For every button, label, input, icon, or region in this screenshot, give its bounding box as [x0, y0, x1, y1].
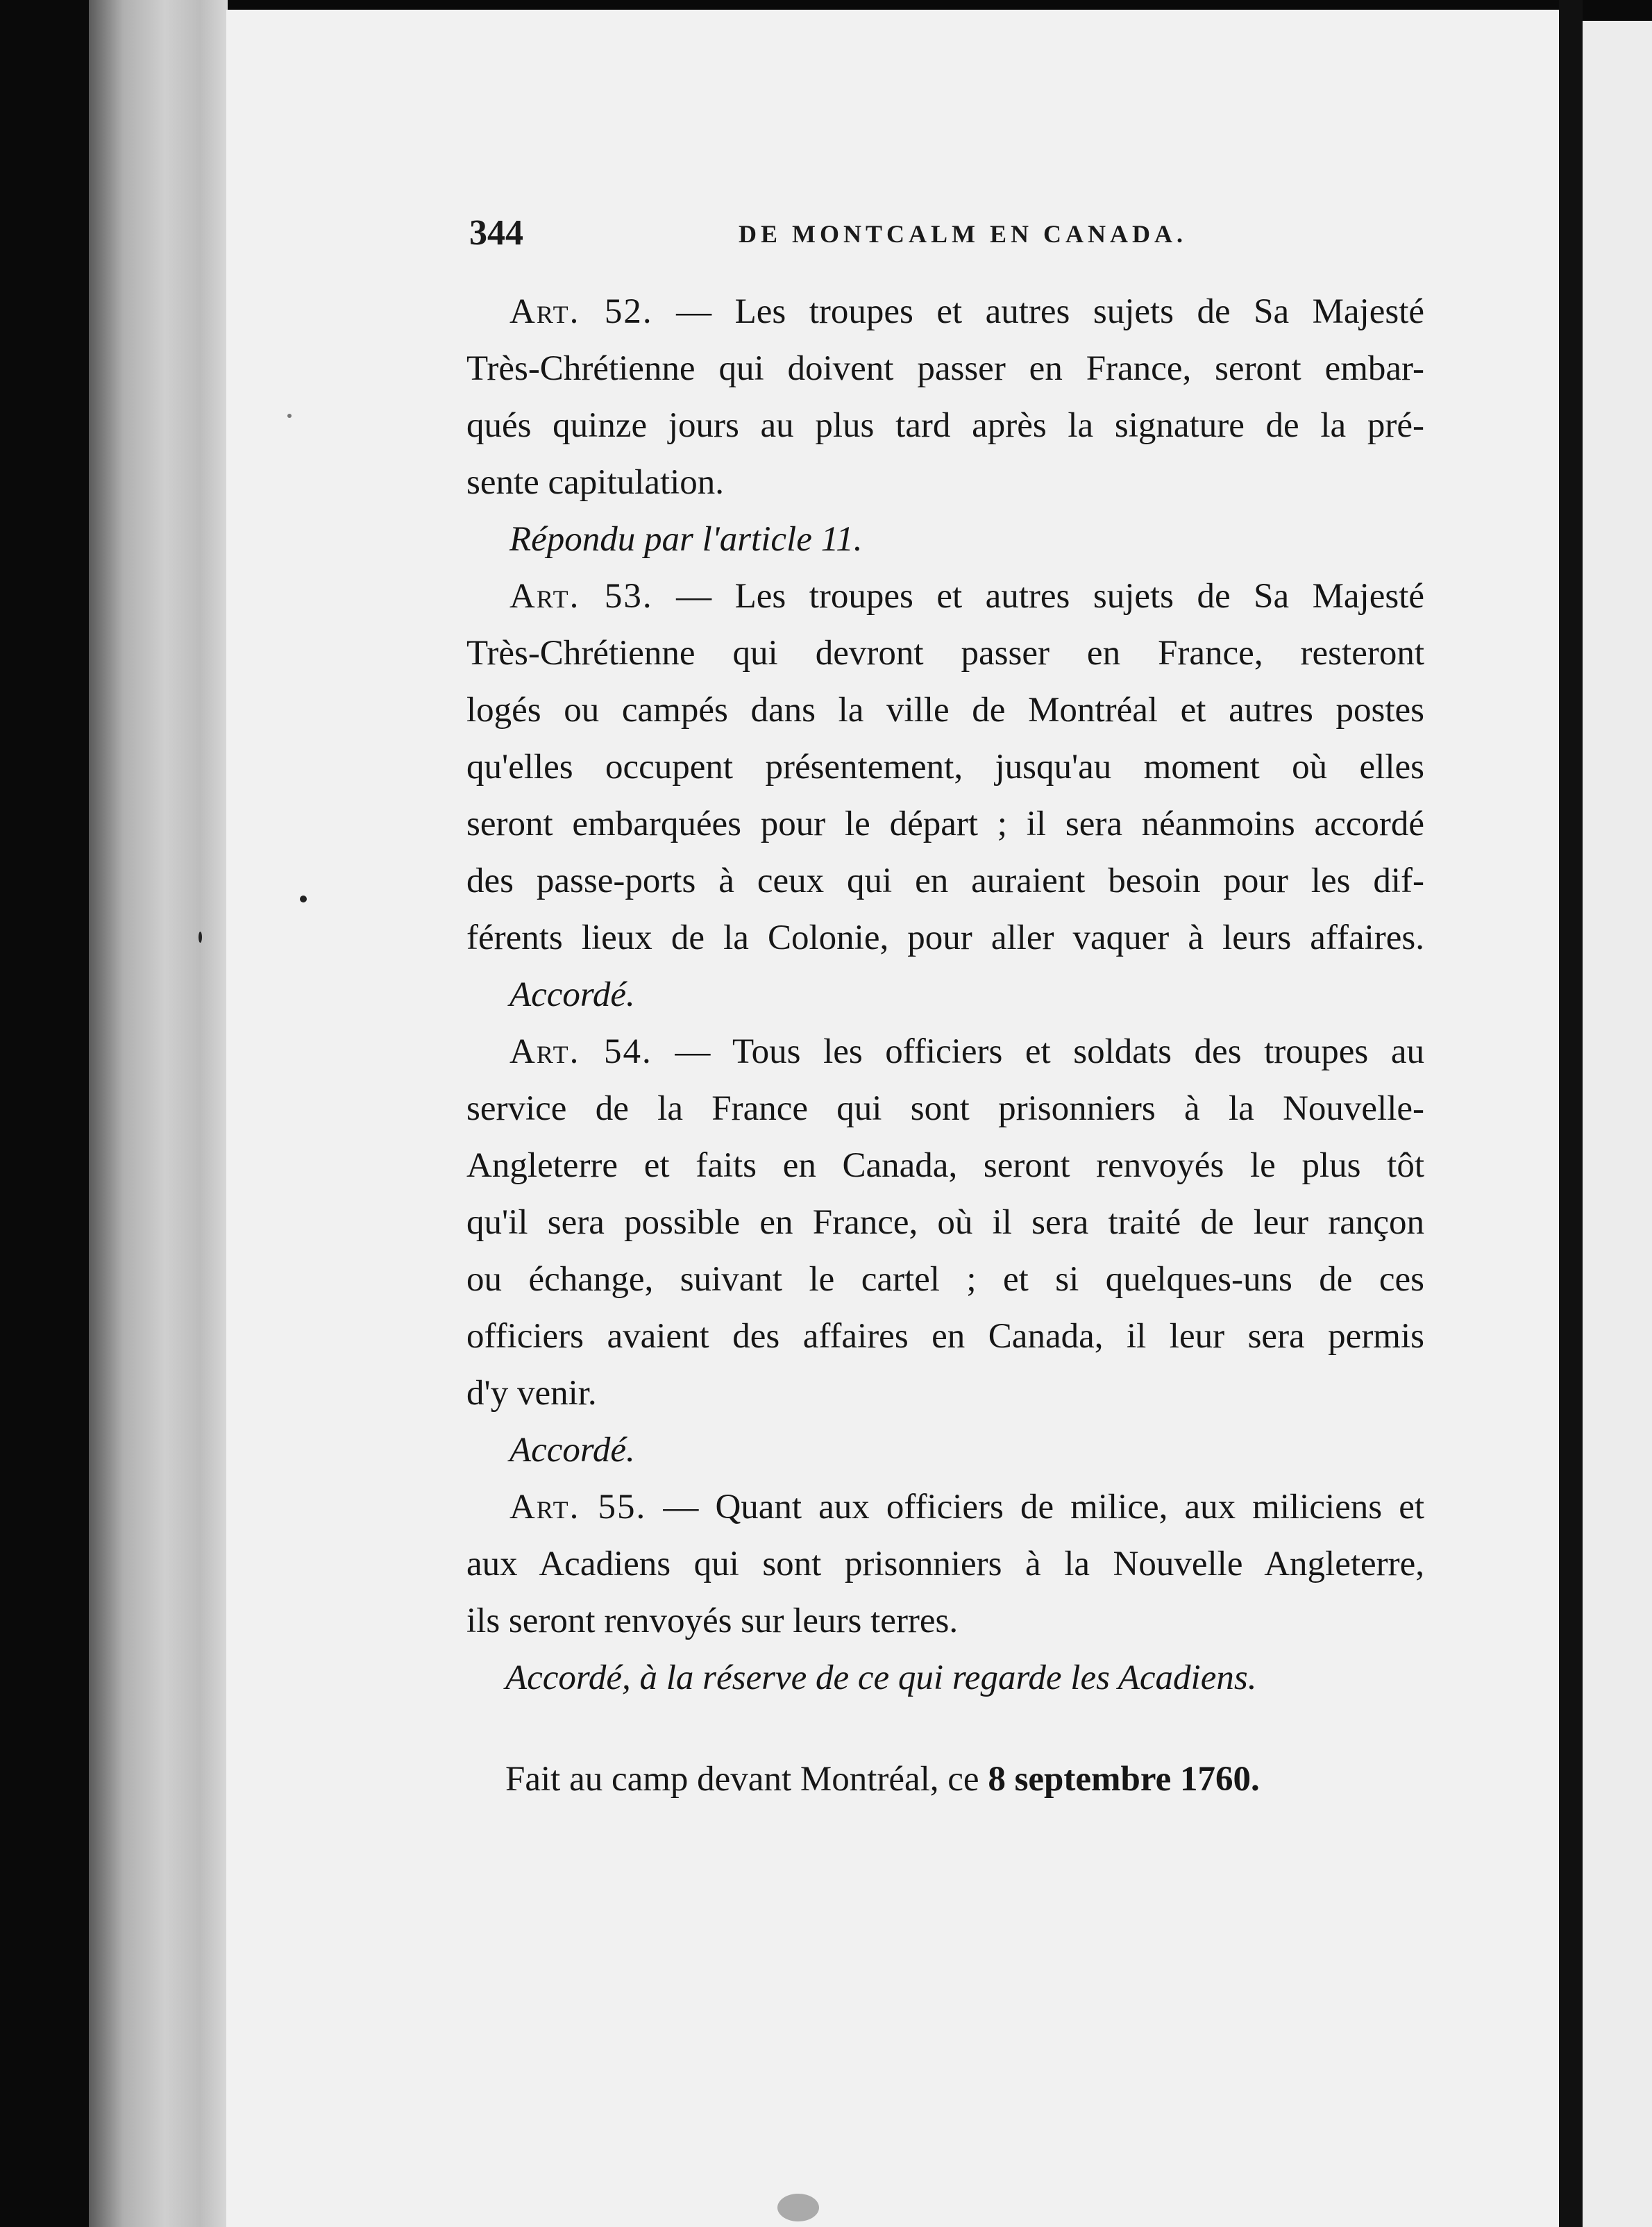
closing-line: [505, 1751, 1260, 1808]
running-head: [469, 212, 1424, 261]
article-line: ou échange, suivant le cartel ; et si quelques-uns de ces: [466, 1260, 1424, 1299]
scan-speck: [300, 896, 307, 902]
article-line: qu'elles occupent présentement, jusqu'au moment où elles: [466, 748, 1424, 787]
closing-date: 8 septembre 1760.: [988, 1760, 1260, 1799]
article-line: aux Acadiens qui sont prisonniers à la Nouvelle Angleterre,: [466, 1545, 1424, 1583]
scan-speck: [777, 2194, 819, 2221]
article-text: — Les troupes et autres sujets de Sa Majesté: [676, 577, 1425, 616]
page-gutter: [1559, 0, 1583, 2227]
article-response: Répondu par l'article 11.: [509, 520, 863, 559]
article-text: — Quant aux officiers de milice, aux miliciens et: [663, 1488, 1425, 1527]
article-text: — Tous les officiers et soldats des troupes au: [675, 1032, 1424, 1071]
article-line: qués quinze jours au plus tard après la signature de la pré-: [466, 406, 1424, 445]
article-heading-line: [466, 568, 1424, 625]
article-line: férents lieux de la Colonie, pour aller vaquer à leurs affaires.: [466, 918, 1424, 957]
article-line: ils seront renvoyés sur leurs terres.: [466, 1602, 959, 1640]
article-response: Accordé.: [509, 1431, 635, 1470]
article-heading-line: [466, 1023, 1424, 1080]
article-line: des passe-ports à ceux qui en auraient besoin pour les dif-: [466, 862, 1424, 900]
scan-speck: [287, 414, 292, 418]
article-label: Art. 52.: [509, 292, 653, 331]
article-line: officiers avaient des affaires en Canada, il leur sera permis: [466, 1317, 1424, 1356]
facing-page-edge: [1583, 21, 1652, 2227]
book-edge: [89, 0, 228, 2227]
article-line: Très-Chrétienne qui devront passer en France, resteront: [466, 634, 1424, 673]
article-label: Art. 54.: [509, 1032, 652, 1071]
scan-speck: [199, 932, 202, 943]
page-number: 344: [469, 213, 523, 253]
article-line: Très-Chrétienne qui doivent passer en France, seront embar-: [466, 349, 1424, 388]
article-heading-line: [466, 283, 1424, 340]
article-response: Accordé.: [509, 975, 635, 1014]
article-text: — Les troupes et autres sujets de Sa Majesté: [676, 292, 1425, 331]
article-line: qu'il sera possible en France, où il sera traité de leur rançon: [466, 1203, 1424, 1242]
article-heading-line: [466, 1479, 1424, 1536]
article-line: sente capitulation.: [466, 463, 725, 502]
article-response: Accordé, à la réserve de ce qui regarde les Acadiens.: [505, 1658, 1257, 1697]
running-title: DE MONTCALM EN CANADA.: [739, 220, 1187, 248]
article-label: Art. 53.: [509, 577, 653, 616]
article-line: service de la France qui sont prisonniers à la Nouvelle-: [466, 1089, 1424, 1128]
closing-text: Fait au camp devant Montréal, ce: [505, 1760, 979, 1799]
article-line: Angleterre et faits en Canada, seront renvoyés le plus tôt: [466, 1146, 1424, 1185]
article-line: seront embarquées pour le départ ; il sera néanmoins accordé: [466, 805, 1424, 843]
article-line: d'y venir.: [466, 1374, 597, 1413]
article-line: logés ou campés dans la ville de Montréal et autres postes: [466, 691, 1424, 730]
article-label: Art. 55.: [509, 1488, 647, 1527]
